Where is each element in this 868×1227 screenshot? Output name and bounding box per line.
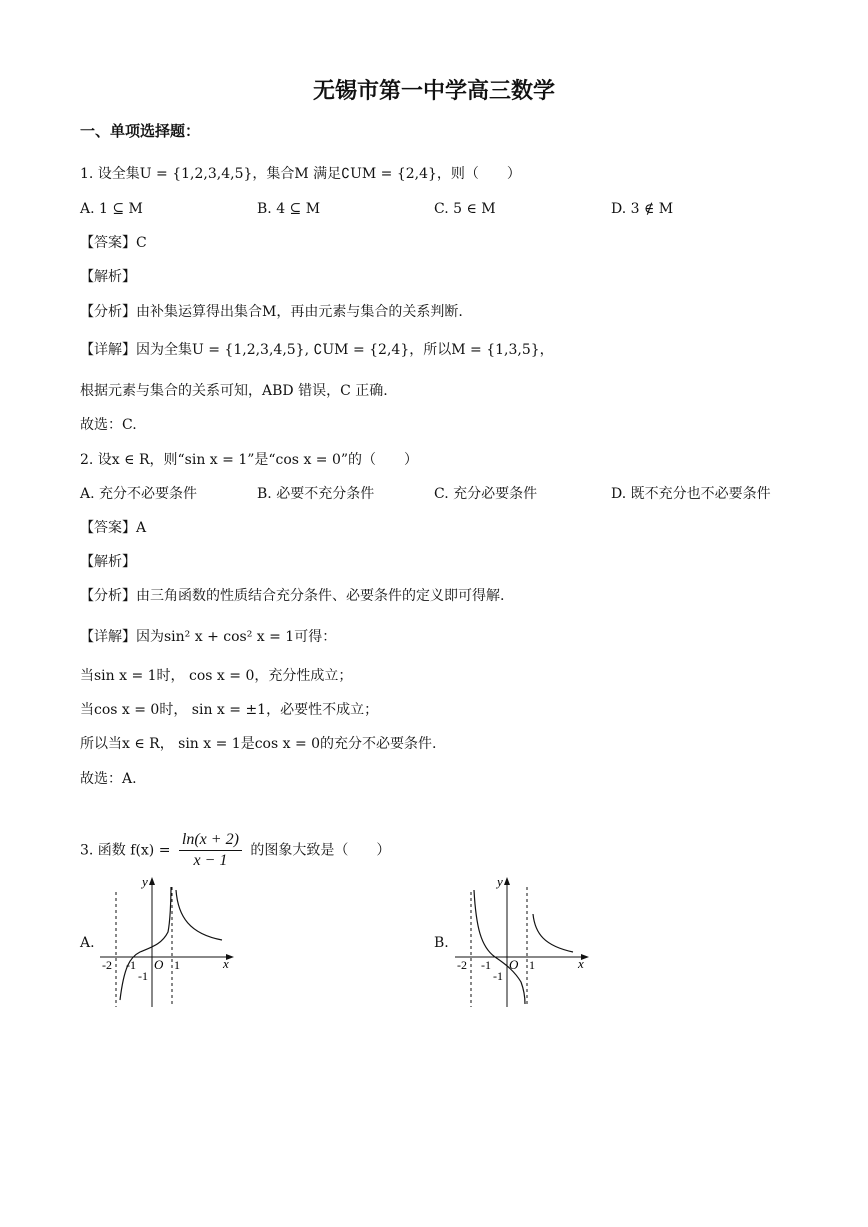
q3-numerator: ln(x + 2)	[179, 830, 242, 851]
graph-b-tick-neg1: -1	[481, 958, 491, 972]
graph-a-curve-right	[176, 890, 222, 940]
q2-option-b: B. 必要不充分条件	[257, 486, 375, 502]
q2-fenxi: 【分析】由三角函数的性质结合充分条件、必要条件的定义即可得解.	[80, 588, 505, 604]
graph-a-tick-one: 1	[174, 958, 180, 972]
q1-fenxi: 【分析】由补集运算得出集合M，再由元素与集合的关系判断.	[80, 304, 463, 320]
q2-stem: 2. 设x ∈ R，则“sin x = 1”是“cos x = 0”的（ ）	[80, 452, 419, 468]
q1-jiexi: 【解析】	[80, 269, 136, 285]
q3-denominator: x − 1	[193, 852, 228, 869]
q1-conclusion: 故选：C.	[80, 417, 137, 433]
graph-a-tick-y-neg1: -1	[138, 969, 148, 983]
q1-option-c: C. 5 ∈ M	[434, 201, 496, 217]
q3-stem	[80, 830, 390, 871]
graph-b-origin: O	[509, 957, 519, 972]
graph-a-tick-neg1: -1	[126, 958, 136, 972]
q1-stem: 1. 设全集U = {1,2,3,4,5}，集合M 满足∁UM = {2,4}，则（ ）	[80, 166, 521, 182]
q3-option-a-label: A.	[80, 935, 95, 951]
graph-a-y-label: y	[142, 874, 148, 889]
graph-b-curve-left	[474, 890, 525, 1004]
graph-a	[100, 872, 240, 1012]
graph-a-y-arrow	[149, 877, 155, 885]
graph-b	[455, 872, 595, 1012]
q2-case2: 当cos x = 0时， sin x = ±1，必要性不成立；	[80, 702, 379, 718]
q1-option-d: D. 3 ∉ M	[611, 201, 674, 217]
graph-a-tick-neg2: -2	[102, 958, 112, 972]
q2-case1: 当sin x = 1时， cos x = 0，充分性成立；	[80, 668, 353, 684]
graph-a-origin: O	[154, 957, 164, 972]
graph-a-curve-left	[120, 887, 171, 1000]
q3-fraction	[179, 830, 242, 871]
q2-xiangjie: 【详解】因为sin² x + cos² x = 1可得：	[80, 629, 337, 645]
graph-b-x-label: x	[578, 956, 584, 971]
page-title: 无锡市第一中学高三数学	[312, 79, 555, 104]
q2-option-a: A. 充分不必要条件	[80, 486, 198, 502]
q3-stem-prefix: 3. 函数 f(x) =	[80, 842, 171, 859]
graph-a-x-label: x	[223, 956, 229, 971]
q1-option-b: B. 4 ⊆ M	[257, 201, 321, 217]
q3-option-b-label: B.	[434, 935, 449, 951]
q1-option-a: A. 1 ⊆ M	[80, 201, 143, 217]
graph-b-curve-right	[533, 914, 573, 952]
q1-xiangjie: 【详解】因为全集U = {1,2,3,4,5}, ∁UM = {2,4}，所以M = {1,3,5}，	[80, 342, 554, 358]
graph-b-tick-one: 1	[529, 958, 535, 972]
q3-stem-suffix: 的图象大致是（ ）	[250, 842, 391, 859]
q1-explanation: 根据元素与集合的关系可知，ABD 错误，C 正确.	[80, 383, 388, 399]
graph-b-y-label: y	[497, 874, 503, 889]
q2-answer: 【答案】A	[80, 520, 147, 536]
q2-option-d: D. 既不充分也不必要条件	[611, 486, 771, 502]
q2-summary: 所以当x ∈ R， sin x = 1是cos x = 0的充分不必要条件.	[80, 736, 437, 752]
graph-b-tick-neg2: -2	[457, 958, 467, 972]
q2-jiexi: 【解析】	[80, 554, 136, 570]
q1-answer: 【答案】C	[80, 235, 147, 251]
q2-option-c: C. 充分必要条件	[434, 486, 538, 502]
section-heading: 一、单项选择题：	[80, 122, 201, 140]
graph-b-tick-y-neg1: -1	[493, 969, 503, 983]
q2-conclusion: 故选：A.	[80, 771, 137, 787]
graph-b-y-arrow	[504, 877, 510, 885]
